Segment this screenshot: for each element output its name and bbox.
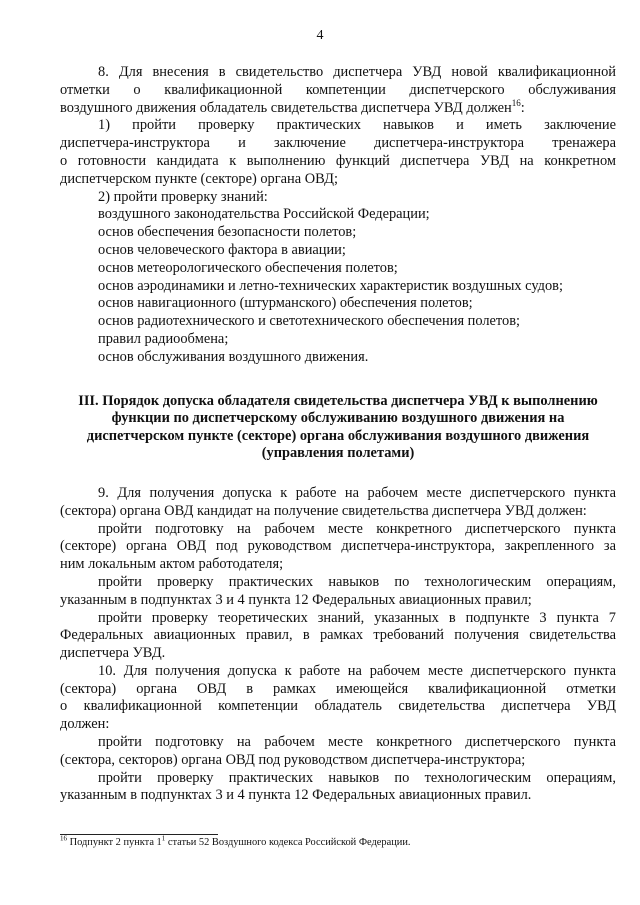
section-heading xyxy=(60,393,616,463)
text-line: пройти подготовку на рабочем месте конкретного диспетчерского пункта xyxy=(98,520,616,537)
knowledge-item: основ обеспечения безопасности полетов; xyxy=(98,224,357,241)
text-line: Федеральных авиационных правил, в рамках требований получения свидетельства xyxy=(60,627,616,644)
text-line-tail: : xyxy=(520,99,525,116)
footnote-separator xyxy=(60,834,218,835)
text-line: пройти проверку теоретических знаний, указанных в подпункте 3 пункта 7 xyxy=(98,609,616,626)
text-line: (сектора, секторов) органа ОВД под руководством диспетчера-инструктора; xyxy=(60,751,526,768)
paragraph-10 xyxy=(60,663,616,734)
paragraph-8 xyxy=(60,64,616,117)
footnote-text: Подпункт 2 пункта 1 xyxy=(67,837,162,848)
text-line: 10. Для получения допуска к работе на рабочем месте диспетчерского пункта xyxy=(98,662,616,679)
text-line: указанным в подпунктах 3 и 4 пункта 12 Федеральных авиационных правил; xyxy=(60,591,532,608)
text-line: ним локальным актом работодателя; xyxy=(60,556,284,573)
text-line: 8. Для внесения в свидетельство диспетчера УВД новой квалификационной xyxy=(98,64,616,80)
paragraph-8-item-1 xyxy=(60,117,616,188)
knowledge-item: основ человеческого фактора в авиации; xyxy=(98,241,346,258)
text-line: (сектора) органа ОВД кандидат на получение свидетельства диспетчера УВД должен: xyxy=(60,502,587,519)
text-line: о квалификационной компетенции обладатель свидетельства диспетчера УВД xyxy=(60,698,616,715)
document-body xyxy=(60,64,616,805)
paragraph-9 xyxy=(60,485,616,521)
knowledge-item: основ радиотехнического и светотехнического обеспечения полетов; xyxy=(98,313,521,330)
text-line: пройти проверку практических навыков по технологическим операциям, xyxy=(98,573,616,590)
text-line: должен: xyxy=(60,716,110,733)
paragraph-9-item-a xyxy=(60,521,616,574)
knowledge-item: воздушного законодательства Российской Федерации; xyxy=(98,206,430,223)
text-line: 2) пройти проверку знаний: xyxy=(98,188,268,205)
footnote-ref: 16 xyxy=(511,97,521,108)
text-line: пройти проверку практических навыков по технологическим операциям, xyxy=(98,769,616,786)
knowledge-item: основ метеорологического обеспечения полетов; xyxy=(98,259,398,276)
text-line: пройти подготовку на рабочем месте конкретного диспетчерского пункта xyxy=(98,734,616,751)
knowledge-item: основ навигационного (штурманского) обеспечения полетов; xyxy=(98,295,473,312)
footnote-text-tail: статьи 52 Воздушного кодекса Российской Федерации. xyxy=(165,837,411,848)
heading-line: III. Порядок допуска обладателя свидетельства диспетчера УВД к выполнению xyxy=(78,392,598,409)
knowledge-item: основ аэродинамики и летно-технических характеристик воздушных судов; xyxy=(98,277,563,294)
footnote-number: 16 xyxy=(60,834,67,843)
knowledge-item: правил радиообмена; xyxy=(98,330,229,347)
knowledge-item: основ обслуживания воздушного движения. xyxy=(98,348,369,365)
text-line: о готовности кандидата к выполнению функций диспетчера УВД на конкретном xyxy=(60,152,616,169)
heading-line: диспетчерском пункте (секторе) органа обслуживания воздушного движения xyxy=(86,427,590,444)
text-line: диспетчера УВД. xyxy=(60,645,166,662)
text-line: диспетчера-инструктора и заключение диспетчера-инструктора тренажера xyxy=(60,135,616,152)
heading-line: (управления полетами) xyxy=(261,445,415,462)
heading-line: функции по диспетчерскому обслуживанию воздушного движения на xyxy=(111,410,565,427)
footnote xyxy=(60,836,411,849)
text-line: отметки о квалификационной компетенции диспетчерского обслуживания xyxy=(60,81,616,98)
text-line xyxy=(60,97,616,118)
paragraph-10-item-a xyxy=(60,734,616,770)
footnote-superscript: 1 xyxy=(161,834,166,843)
page-number: 4 xyxy=(316,28,324,43)
text-line: 9. Для получения допуска к работе на рабочем месте диспетчерского пункта xyxy=(98,484,616,501)
paragraph-9-item-c xyxy=(60,610,616,663)
text-line: (сектора) органа ОВД в рамках имеющейся квалификационной отметки xyxy=(60,680,616,697)
text-line: диспетчерском пункте (секторе) органа ОВД; xyxy=(60,170,338,187)
text-line: (секторе) органа ОВД под руководством диспетчера-инструктора, закрепленного за xyxy=(60,538,616,555)
paragraph-10-item-b xyxy=(60,770,616,806)
text-line-content: воздушного движения обладатель свидетельства диспетчера УВД должен xyxy=(60,99,512,116)
text-line: 1) пройти проверку практических навыков и иметь заключение xyxy=(98,117,616,134)
paragraph-8-item-2 xyxy=(60,189,616,367)
text-line: указанным в подпунктах 3 и 4 пункта 12 Федеральных авиационных правил. xyxy=(60,787,532,804)
paragraph-9-item-b xyxy=(60,574,616,610)
